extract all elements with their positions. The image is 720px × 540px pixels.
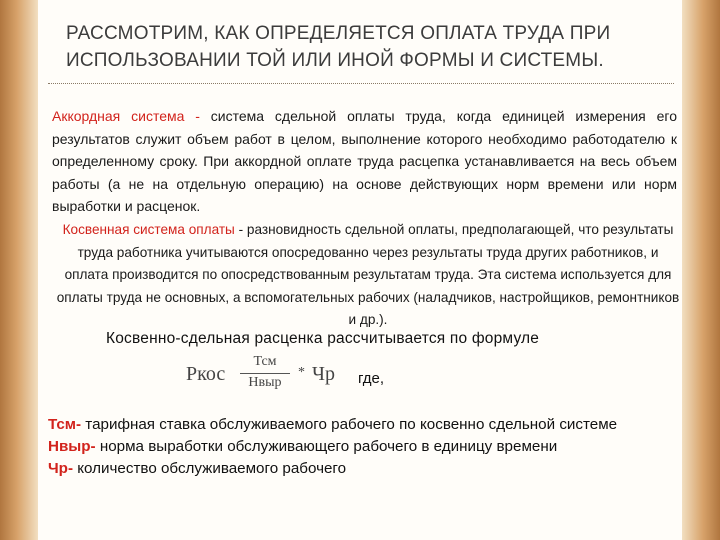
accord-separator: -	[184, 108, 211, 124]
definition-text: норма выработки обслуживающего рабочего в единицу времени	[95, 438, 558, 455]
indirect-term: Косвенная система оплаты	[62, 222, 235, 237]
indirect-text: - разновидность сдельной оплаты, предполагающей, что результаты труда работника учитываются опосредованно через результаты труда других работников, и оплата производится по опосредствованным результатам труда. Эта система используется для оплаты труда не основных, а вспомогательных рабочих (наладчиков, настройщиков, ремонтников и др.).	[56, 222, 680, 327]
definition-term: Нвыр-	[48, 438, 96, 455]
indirect-paragraph	[54, 219, 682, 332]
formula-fraction-bar	[240, 373, 290, 374]
accord-paragraph	[52, 105, 677, 218]
formula-where: где,	[358, 370, 385, 387]
definition-term: Чр-	[48, 460, 74, 477]
formula-caption: Косвенно-сдельная расценка рассчитывается по формуле	[106, 330, 540, 347]
definition-text: количество обслуживаемого рабочего	[73, 460, 347, 477]
formula-lhs: Ркос	[186, 363, 226, 385]
definition-nvyr	[48, 436, 694, 458]
formula-denominator: Нвыр	[248, 375, 282, 390]
definition-text: тарифная ставка обслуживаемого рабочего по косвенно сдельной системе	[81, 416, 618, 433]
definition-chr	[48, 458, 694, 480]
formula-rhs: Чр	[312, 363, 335, 385]
title-divider	[48, 83, 674, 84]
formula-operator: *	[298, 365, 305, 380]
accord-text: система сдельной оплаты труда, когда единицей измерения его результатов служит объем работ в целом, выполнение которого необходимо работодателю к определенному сроку. При аккордной оплате труда расцепка устанавливается на весь объем работы (а не на отдельную операцию) на основе действующих норм времени или норм выработки и расценок.	[52, 108, 677, 214]
definition-term: Тсм-	[48, 416, 82, 433]
slide-title: РАССМОТРИМ, КАК ОПРЕДЕЛЯЕТСЯ ОПЛАТА ТРУДА ПРИ ИСПОЛЬЗОВАНИИ ТОЙ ИЛИ ИНОЙ ФОРМЫ И СИСТЕМЫ.	[66, 23, 611, 71]
accord-term: Аккордная система	[52, 108, 185, 124]
definitions-list	[48, 414, 694, 480]
definition-tsm	[48, 414, 694, 436]
formula-numerator: Тсм	[253, 354, 277, 369]
left-decorative-edge	[0, 0, 38, 540]
formula	[186, 354, 426, 400]
